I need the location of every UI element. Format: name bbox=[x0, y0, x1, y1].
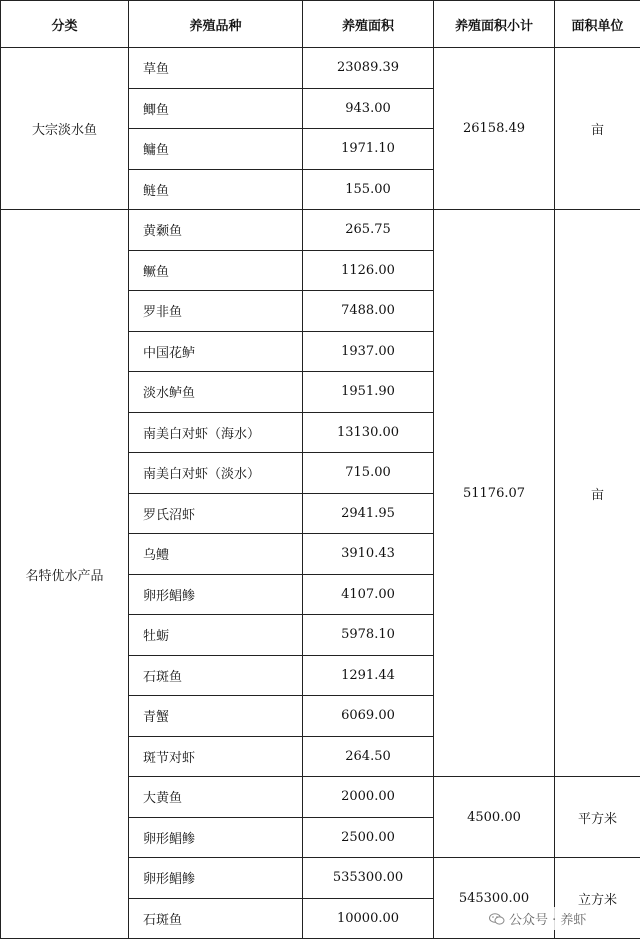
species-cell: 卵形鲳鲹 bbox=[129, 817, 303, 858]
species-cell: 石斑鱼 bbox=[129, 898, 303, 939]
subtotal-cell: 26158.49 bbox=[434, 48, 555, 210]
header-category: 分类 bbox=[1, 1, 129, 48]
area-cell: 6069.00 bbox=[303, 696, 434, 737]
header-area: 养殖面积 bbox=[303, 1, 434, 48]
unit-cell: 平方米 bbox=[555, 777, 640, 858]
category-cell: 名特优水产品 bbox=[1, 210, 129, 939]
unit-cell: 亩 bbox=[555, 48, 640, 210]
species-cell: 南美白对虾（海水） bbox=[129, 412, 303, 453]
area-cell: 155.00 bbox=[303, 169, 434, 210]
header-row bbox=[1, 1, 640, 48]
area-cell: 264.50 bbox=[303, 736, 434, 777]
unit-cell: 立方米 bbox=[555, 858, 640, 939]
header-unit: 面积单位 bbox=[555, 1, 640, 48]
species-cell: 乌鳢 bbox=[129, 534, 303, 575]
header-species: 养殖品种 bbox=[129, 1, 303, 48]
species-cell: 鳜鱼 bbox=[129, 250, 303, 291]
species-cell: 罗非鱼 bbox=[129, 291, 303, 332]
watermark-text: 公众号 · 养虾 bbox=[509, 913, 587, 928]
area-cell: 265.75 bbox=[303, 210, 434, 251]
species-cell: 卵形鲳鲹 bbox=[129, 858, 303, 899]
species-cell: 南美白对虾（淡水） bbox=[129, 453, 303, 494]
area-cell: 2000.00 bbox=[303, 777, 434, 818]
area-cell: 1951.90 bbox=[303, 372, 434, 413]
area-cell: 535300.00 bbox=[303, 858, 434, 899]
area-cell: 2500.00 bbox=[303, 817, 434, 858]
area-cell: 1937.00 bbox=[303, 331, 434, 372]
species-cell: 牡蛎 bbox=[129, 615, 303, 656]
table-row bbox=[1, 210, 640, 251]
species-cell: 中国花鲈 bbox=[129, 331, 303, 372]
wechat-icon bbox=[489, 913, 505, 925]
subtotal-cell: 4500.00 bbox=[434, 777, 555, 858]
species-cell: 青蟹 bbox=[129, 696, 303, 737]
species-cell: 卵形鲳鲹 bbox=[129, 574, 303, 615]
subtotal-cell: 545300.00 bbox=[434, 858, 555, 939]
area-cell: 4107.00 bbox=[303, 574, 434, 615]
species-cell: 斑节对虾 bbox=[129, 736, 303, 777]
area-cell: 3910.43 bbox=[303, 534, 434, 575]
area-cell: 943.00 bbox=[303, 88, 434, 129]
category-cell: 大宗淡水鱼 bbox=[1, 48, 129, 210]
unit-cell: 亩 bbox=[555, 210, 640, 777]
area-cell: 23089.39 bbox=[303, 48, 434, 89]
species-cell: 黄颡鱼 bbox=[129, 210, 303, 251]
species-cell: 鲫鱼 bbox=[129, 88, 303, 129]
area-cell: 13130.00 bbox=[303, 412, 434, 453]
table-row bbox=[1, 48, 640, 89]
area-cell: 10000.00 bbox=[303, 898, 434, 939]
species-cell: 鳙鱼 bbox=[129, 129, 303, 170]
area-cell: 7488.00 bbox=[303, 291, 434, 332]
area-cell: 715.00 bbox=[303, 453, 434, 494]
species-cell: 草鱼 bbox=[129, 48, 303, 89]
area-cell: 1126.00 bbox=[303, 250, 434, 291]
area-cell: 1971.10 bbox=[303, 129, 434, 170]
area-cell: 5978.10 bbox=[303, 615, 434, 656]
species-cell: 大黄鱼 bbox=[129, 777, 303, 818]
species-cell: 石斑鱼 bbox=[129, 655, 303, 696]
species-cell: 鲢鱼 bbox=[129, 169, 303, 210]
subtotal-cell: 51176.07 bbox=[434, 210, 555, 777]
watermark bbox=[485, 907, 590, 930]
area-cell: 1291.44 bbox=[303, 655, 434, 696]
species-cell: 淡水鲈鱼 bbox=[129, 372, 303, 413]
area-cell: 2941.95 bbox=[303, 493, 434, 534]
species-cell: 罗氏沼虾 bbox=[129, 493, 303, 534]
header-subtotal: 养殖面积小计 bbox=[434, 1, 555, 48]
